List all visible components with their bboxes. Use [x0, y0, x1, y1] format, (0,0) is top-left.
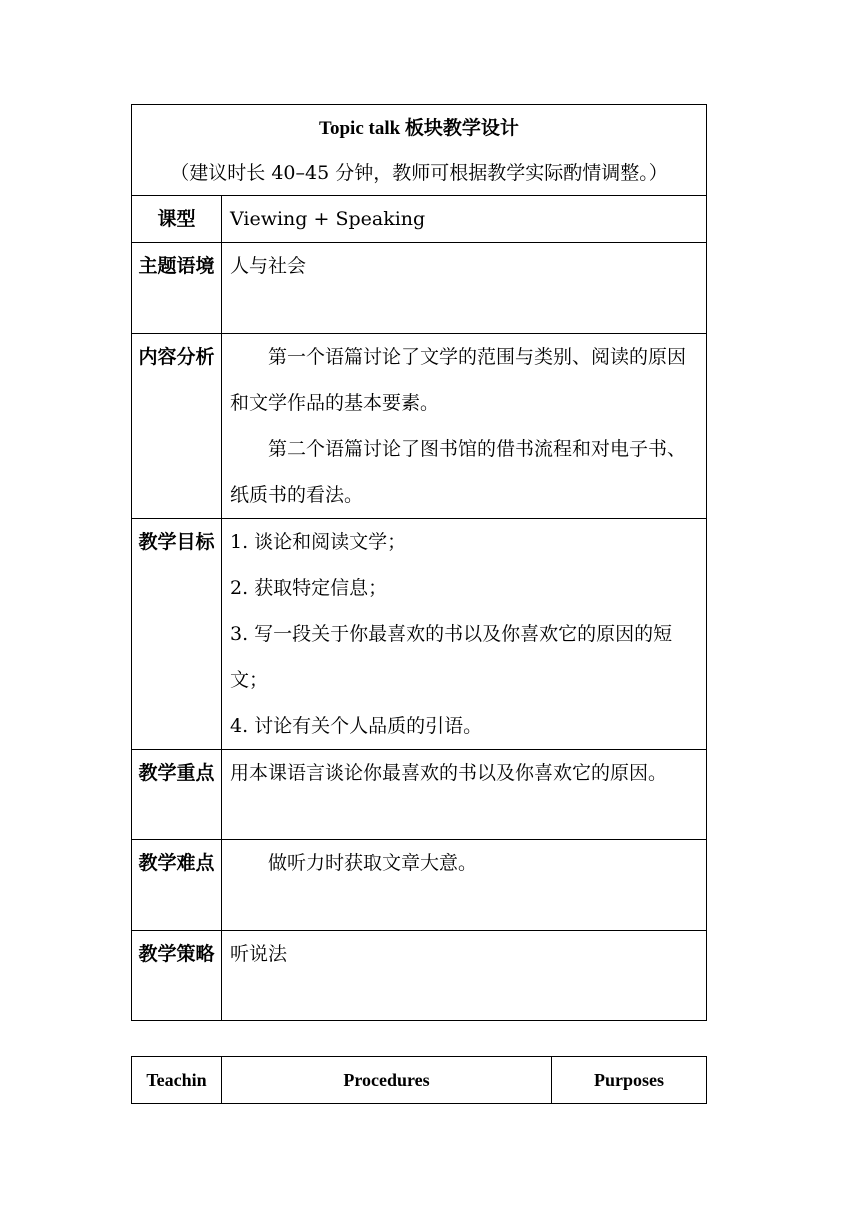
header-cell	[132, 105, 707, 196]
procedure-header-row	[132, 1057, 707, 1104]
key-points-row	[132, 750, 707, 840]
content-paragraph-1: 第一个语篇讨论了文学的范围与类别、阅读的原因和文学作品的基本要素。	[230, 346, 687, 414]
strategy-label: 教学策略	[132, 931, 222, 1021]
difficulties-label: 教学难点	[132, 840, 222, 931]
table-title: Topic talk 板块教学设计	[319, 118, 519, 139]
procedure-col-procedures: Procedures	[222, 1057, 552, 1104]
course-type-row	[132, 196, 707, 243]
content-paragraph-2: 第二个语篇讨论了图书馆的借书流程和对电子书、纸质书的看法。	[230, 438, 687, 506]
theme-value: 人与社会	[222, 243, 707, 334]
key-points-label: 教学重点	[132, 750, 222, 840]
strategy-row	[132, 931, 707, 1021]
objective-item: 4. 讨论有关个人品质的引语。	[230, 715, 483, 737]
theme-row	[132, 243, 707, 334]
content-value	[222, 334, 707, 519]
objectives-row	[132, 519, 707, 750]
procedure-col-teaching: Teachin	[132, 1057, 222, 1104]
header-row	[132, 105, 707, 196]
procedure-table	[131, 1056, 707, 1104]
strategy-value: 听说法	[222, 931, 707, 1021]
objective-item: 1. 谈论和阅读文学；	[230, 531, 407, 553]
objective-item: 2. 获取特定信息；	[230, 577, 388, 599]
course-type-value: Viewing + Speaking	[222, 196, 707, 243]
objectives-value	[222, 519, 707, 750]
content-row	[132, 334, 707, 519]
content-label: 内容分析	[132, 334, 222, 519]
objectives-label: 教学目标	[132, 519, 222, 750]
key-points-value: 用本课语言谈论你最喜欢的书以及你喜欢它的原因。	[222, 750, 707, 840]
procedure-col-purposes: Purposes	[552, 1057, 707, 1104]
difficulties-row	[132, 840, 707, 931]
lesson-design-table	[131, 104, 707, 1021]
table-subtitle: （建议时长 40–45 分钟，教师可根据教学实际酌情调整。）	[170, 162, 668, 184]
difficulties-value: 做听力时获取文章大意。	[222, 840, 707, 931]
objective-item: 3. 写一段关于你最喜欢的书以及你喜欢它的原因的短文；	[230, 623, 673, 691]
theme-label: 主题语境	[132, 243, 222, 334]
course-type-label: 课型	[132, 196, 222, 243]
